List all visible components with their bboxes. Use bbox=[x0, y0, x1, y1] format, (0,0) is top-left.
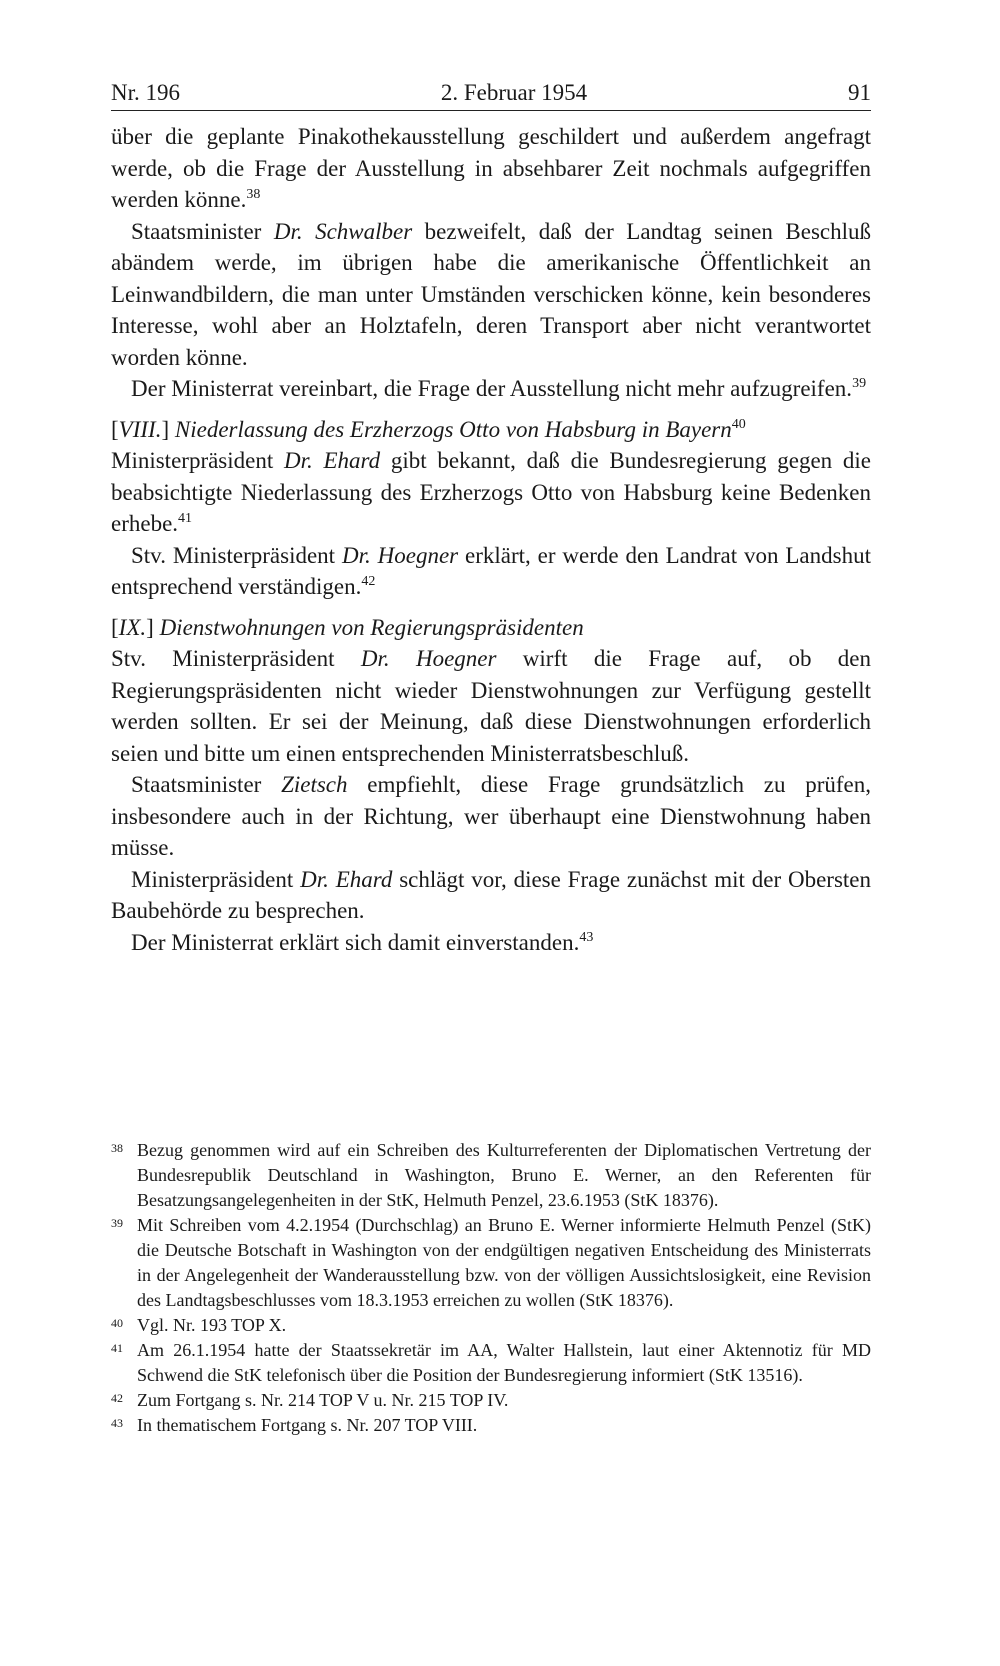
footnote-text: Am 26.1.1954 hatte der Staatssekretär im AA, Walter Hallstein, laut einer Aktennotiz für MD Schwend die StK telefonisch über die Position der Bundesregierung informiert (StK 13516). bbox=[137, 1340, 871, 1385]
text-run: wirft die Frage auf, ob den Regierungspräsidenten nicht wieder Dienstwohnungen zur Verfügung gestellt werden sollten. Er sei der Meinung, daß diese Dienstwohnungen erforderlich seien und bitte um einen entsprechenden Ministerratsbeschluß. bbox=[111, 646, 871, 766]
text-run: ] bbox=[146, 614, 160, 640]
document-page bbox=[111, 80, 871, 958]
text-run: Staatsminister bbox=[131, 218, 274, 244]
text-run: empfiehlt, diese Frage grundsätzlich zu prüfen, insbesondere auch in der Richtung, wer überhaupt eine Dienstwohnung haben müsse. bbox=[111, 772, 871, 860]
footnote-reference[interactable]: 40 bbox=[731, 416, 746, 432]
document-number: Nr. 196 bbox=[111, 80, 180, 105]
italic-name: Dr. Schwalber bbox=[273, 218, 413, 244]
footnote bbox=[111, 1413, 871, 1438]
footnote bbox=[111, 1213, 871, 1313]
footnote bbox=[111, 1388, 871, 1413]
text-run: gibt bekannt, daß die Bundesregierung gegen die beabsichtigte Niederlassung des Erzherzogs Otto von Habsburg keine Bedenken erhebe. bbox=[111, 448, 871, 536]
footnote-text: Mit Schreiben vom 4.2.1954 (Durchschlag) an Bruno E. Werner informierte Helmuth Penzel (StK) die Deutsche Botschaft in Washington von der endgültigen negativen Entscheidung des Ministerrats in der Angelegenheit der Wanderausstellung bzw. von der völligen Aussichtslosigkeit, eine Revision des Landtagsbeschlusses vom 18.3.1953 erreichen zu wollen (StK 18376). bbox=[137, 1215, 871, 1310]
footnote-reference[interactable]: 38 bbox=[246, 187, 261, 202]
footnote bbox=[111, 1338, 871, 1388]
running-header bbox=[111, 80, 871, 111]
text-run: über die geplante Pinakothekausstellung geschildert und außerdem angefragt werde, ob die Frage der Ausstellung in absehbarer Zeit nochmals aufgegriffen werden könne. bbox=[111, 124, 871, 212]
section-heading bbox=[111, 612, 871, 644]
paragraph bbox=[111, 445, 871, 540]
italic-name: Dr. Hoegner bbox=[360, 646, 497, 671]
italic-name: Niederlassung des Erzherzogs Otto von Habsburg in Bayern bbox=[174, 416, 732, 442]
footnote-text: Bezug genommen wird auf ein Schreiben des Kulturreferenten der Diplomatischen Vertretung der Bundesrepublik Deutschland in Washington, Bruno E. Werner, an den Referenten für Besatzungsangelegenheiten in der StK, Helmuth Penzel, 23.6.1953 (StK 18376). bbox=[137, 1140, 871, 1210]
footnotes bbox=[111, 1138, 871, 1438]
main-text bbox=[111, 121, 871, 958]
text-run: [ bbox=[111, 614, 119, 640]
text-run: Der Ministerrat vereinbart, die Frage der Ausstellung nicht mehr aufzugreifen. bbox=[131, 376, 853, 401]
footnote bbox=[111, 1313, 871, 1338]
footnote-reference[interactable]: 39 bbox=[852, 376, 867, 391]
footnote-number: 40 bbox=[111, 1316, 123, 1330]
paragraph bbox=[111, 373, 871, 405]
paragraph bbox=[111, 121, 871, 216]
footnote-reference[interactable]: 43 bbox=[579, 929, 594, 945]
footnote-number: 43 bbox=[111, 1416, 123, 1430]
italic-name: Dr. Hoegner bbox=[341, 542, 459, 568]
italic-name: Dienstwohnungen von Regierungspräsidenten bbox=[159, 614, 584, 640]
text-run: schlägt vor, diese Frage zunächst mit der Obersten Baubehörde zu besprechen. bbox=[111, 866, 871, 923]
footnote-number: 41 bbox=[111, 1341, 123, 1355]
paragraph bbox=[111, 643, 871, 769]
italic-name: Dr. Ehard bbox=[283, 448, 381, 473]
footnote-reference[interactable]: 41 bbox=[178, 511, 193, 526]
text-run: Staatsminister bbox=[131, 772, 282, 797]
footnote-text: Zum Fortgang s. Nr. 214 TOP V u. Nr. 215 TOP IV. bbox=[137, 1390, 509, 1410]
footnote-text: In thematischem Fortgang s. Nr. 207 TOP VIII. bbox=[137, 1415, 478, 1435]
italic-name: Zietsch bbox=[281, 772, 348, 797]
paragraph bbox=[111, 864, 871, 927]
text-run: Stv. Ministerpräsident bbox=[131, 542, 342, 568]
footnote-text: Vgl. Nr. 193 TOP X. bbox=[137, 1315, 287, 1335]
paragraph bbox=[111, 927, 871, 959]
text-run: ] bbox=[161, 416, 175, 442]
paragraph bbox=[111, 540, 871, 603]
section-heading bbox=[111, 414, 871, 446]
italic-name: VIII. bbox=[118, 416, 162, 442]
text-run: [ bbox=[111, 416, 119, 442]
footnote bbox=[111, 1138, 871, 1213]
footnote-number: 38 bbox=[111, 1141, 123, 1155]
text-run: erklärt, er werde den Landrat von Landshut entsprechend verständigen. bbox=[111, 542, 871, 599]
text-run: Stv. Ministerpräsident bbox=[111, 646, 361, 671]
footnote-number: 39 bbox=[111, 1216, 123, 1230]
page-number: 91 bbox=[848, 80, 871, 105]
text-run: Ministerpräsident bbox=[111, 448, 284, 473]
text-run: Ministerpräsident bbox=[131, 866, 301, 892]
footnote-number: 42 bbox=[111, 1391, 123, 1405]
footnote-reference[interactable]: 42 bbox=[361, 574, 376, 589]
paragraph bbox=[111, 216, 871, 374]
italic-name: IX. bbox=[118, 614, 147, 640]
paragraph bbox=[111, 769, 871, 864]
document-date: 2. Februar 1954 bbox=[440, 80, 588, 105]
text-run: bezweifelt, daß der Landtag seinen Beschluß abändem werde, im übrigen habe die amerikanische Öffentlichkeit an Leinwandbildern, die man unter Umständen verschicken könne, kein besonderes Interesse, wohl aber an Holztafeln, deren Transport aber nicht verantwortet worden könne. bbox=[111, 218, 871, 370]
italic-name: Dr. Ehard bbox=[300, 866, 393, 892]
text-run: Der Ministerrat erklärt sich damit einverstanden. bbox=[131, 929, 580, 955]
